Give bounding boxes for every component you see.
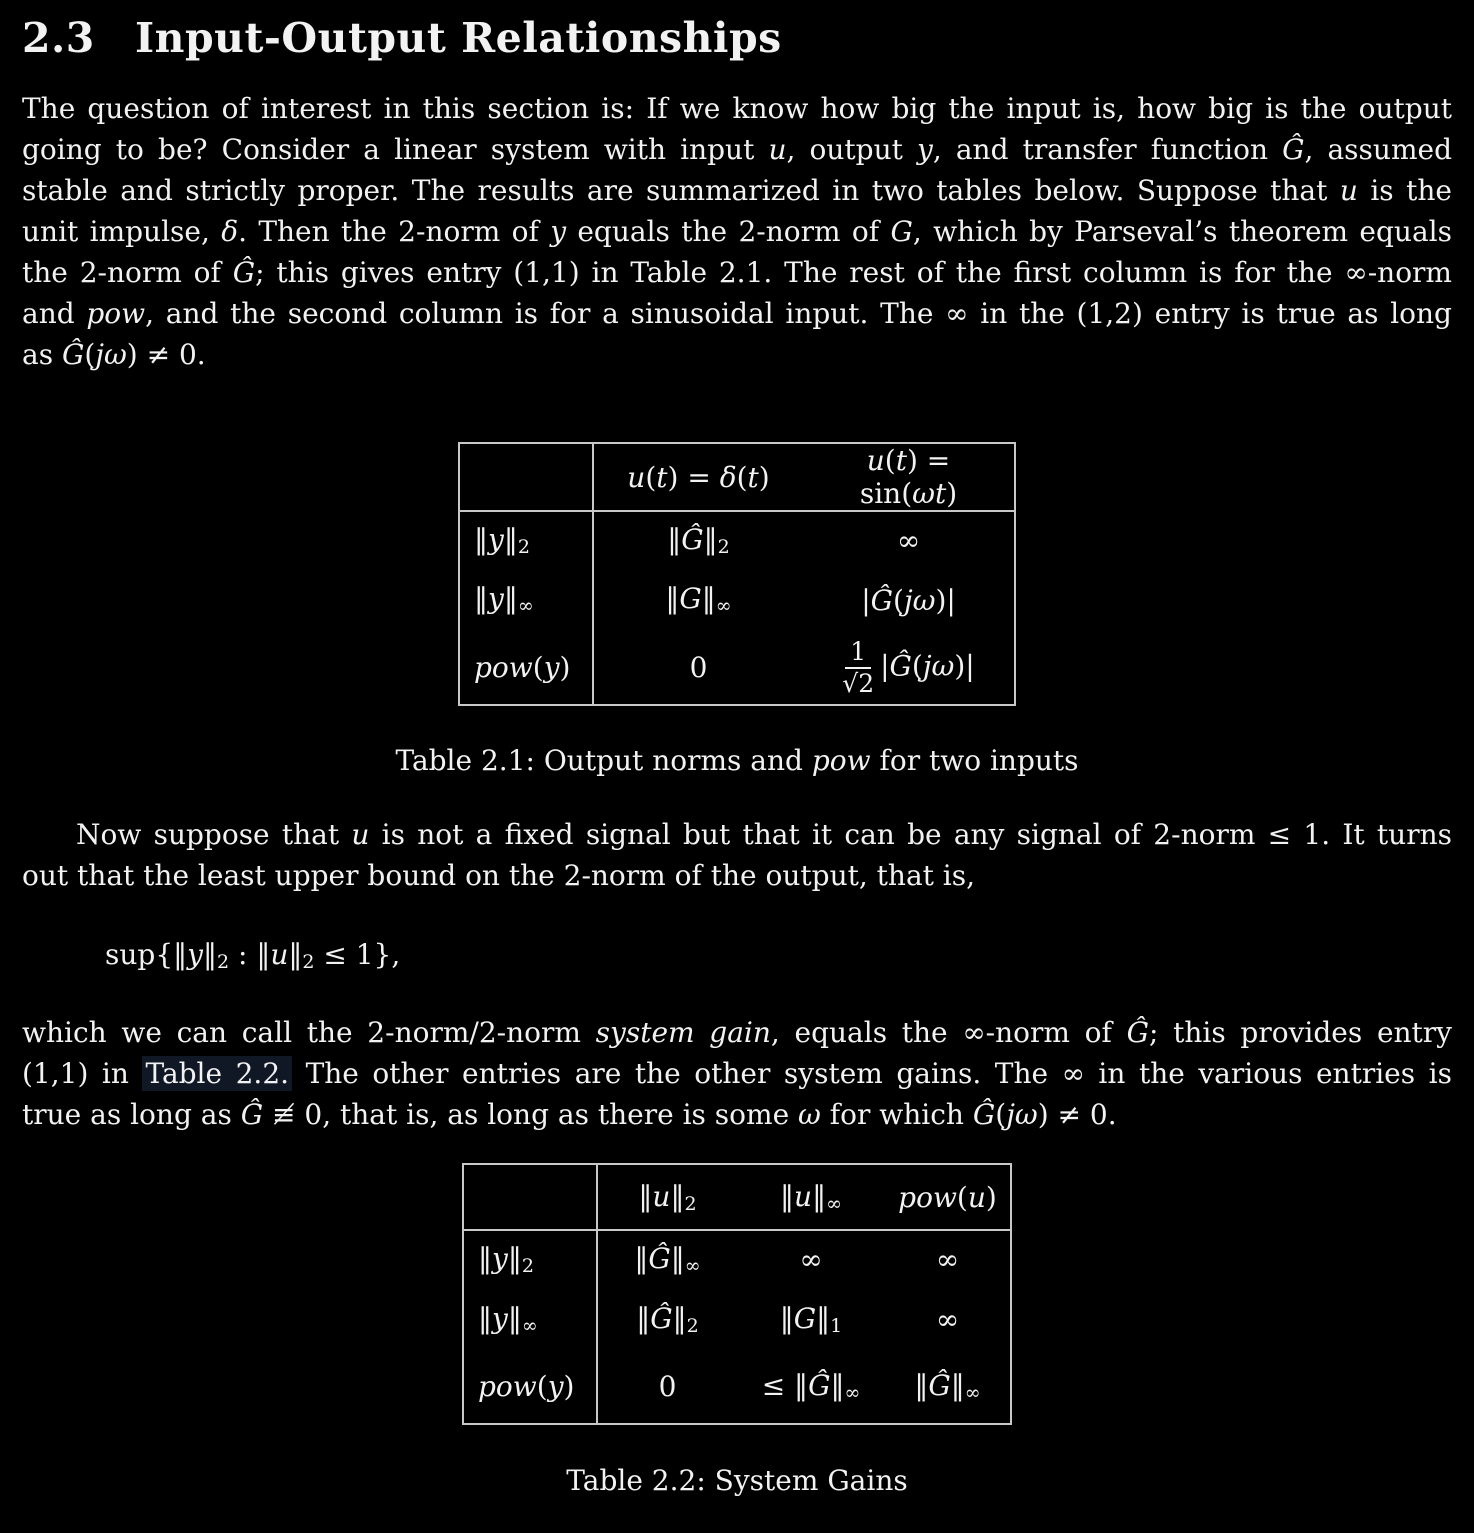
text-segment: is not a fixed signal but that it can be any signal of 2-norm ≤ 1. It turns <box>369 818 1452 851</box>
text-segment: ∞ <box>521 1314 538 1337</box>
text-segment: jω <box>903 583 936 617</box>
t1-header-sinusoid <box>803 443 1015 511</box>
text-segment: ‖ <box>672 1301 687 1335</box>
text-segment: : ‖ <box>229 938 271 971</box>
text-line <box>22 814 1452 855</box>
fraction-denominator: √2 <box>842 669 875 698</box>
text-segment: out that the least upper bound on the 2-norm of the output, that is, <box>22 859 976 892</box>
t1-cell-r1c2 <box>803 511 1015 569</box>
text-segment: ) <box>985 1180 997 1214</box>
text-segment: unit impulse, <box>22 215 222 248</box>
text-segment: ≤ 1}, <box>314 938 401 971</box>
text-segment: pow <box>898 1180 957 1214</box>
t2-row1-label <box>463 1230 597 1288</box>
text-segment: ‖ <box>638 1179 653 1213</box>
paragraph-gains <box>22 1012 1452 1135</box>
text-segment: 2 <box>521 1255 534 1278</box>
text-segment: 1 <box>830 1314 843 1337</box>
t1-cell-r2c1 <box>593 569 803 631</box>
text-segment: y <box>547 1370 564 1404</box>
text-segment: ≤ ‖ <box>761 1369 809 1403</box>
text-segment: ) <box>559 651 571 684</box>
text-line <box>22 293 1452 334</box>
text-segment: ∞ <box>799 1243 823 1277</box>
paragraph-intro <box>22 88 1452 375</box>
table-row <box>463 1288 1011 1350</box>
text-segment: t <box>656 460 668 494</box>
table-row <box>459 511 1015 569</box>
text-segment: going to be? Consider a linear system with input <box>22 133 769 166</box>
text-segment: ‖ <box>816 1301 831 1335</box>
text-segment: as <box>22 338 62 371</box>
text-segment: ) = sin( <box>859 444 951 510</box>
text-segment: 2 <box>216 951 230 974</box>
text-segment: y <box>187 938 203 971</box>
text-segment: ( <box>536 1370 548 1404</box>
text-segment: pow <box>474 651 533 684</box>
text-segment: Ĝ <box>681 522 704 556</box>
text-segment: u <box>768 133 787 166</box>
text-segment: ( <box>736 460 748 494</box>
section-number: 2.3 <box>22 14 95 62</box>
text-segment: (1,1) in <box>22 1057 143 1091</box>
t2-header-powu <box>885 1164 1011 1230</box>
text-segment: ∞ <box>935 1302 960 1336</box>
text-line <box>22 88 1452 129</box>
table-row <box>463 1350 1011 1424</box>
text-segment: Table 2.1: Output norms and <box>395 744 812 777</box>
sup-formula <box>105 932 1452 985</box>
text-segment: ‖ <box>812 1179 827 1213</box>
text-segment: u <box>351 818 370 851</box>
text-line <box>22 211 1452 252</box>
text-segment: pow <box>86 297 146 330</box>
text-segment: , which by Parseval’s theorem equals <box>912 215 1452 248</box>
fraction-rest <box>880 649 975 682</box>
text-segment: u <box>270 938 289 971</box>
t1-cell-r2c2 <box>803 569 1015 631</box>
text-segment: ∞ <box>896 524 921 557</box>
text-segment: , equals the ∞-norm of <box>770 1016 1127 1050</box>
text-segment: Ĝ <box>889 649 912 682</box>
text-segment: , and the second column is for a sinusoidal input. The ∞ in the (1,2) entry is true as long <box>145 297 1452 330</box>
text-segment: ωt <box>912 477 947 510</box>
text-segment: | <box>861 583 871 617</box>
table-2-2-header-row <box>463 1164 1011 1230</box>
t2-row2-label <box>463 1288 597 1350</box>
text-line <box>22 1053 1452 1094</box>
text-segment: ( <box>893 583 904 617</box>
text-segment: y <box>543 651 560 684</box>
text-segment: The question of interest in this section is: If we know how big the input is, how big is the output <box>22 92 1452 125</box>
text-segment: pow <box>811 744 871 777</box>
text-line <box>22 252 1452 293</box>
text-segment: ∞ <box>826 1192 842 1215</box>
text-segment: ( <box>884 444 896 477</box>
text-segment: system gain <box>595 1016 771 1050</box>
text-segment: ≢ 0, that is, as long as there is some <box>263 1098 799 1132</box>
t2-row3-label <box>463 1350 597 1424</box>
text-segment: , assumed <box>1304 133 1452 166</box>
text-segment: Ĝ <box>1126 1016 1149 1050</box>
t1-row2-label <box>459 569 593 631</box>
t2-header-uinf <box>737 1164 885 1230</box>
text-segment: ‖ <box>503 582 518 616</box>
text-segment: u <box>794 1179 813 1213</box>
text-segment: ‖ <box>478 1301 492 1335</box>
text-segment: Ĝ <box>61 338 85 371</box>
text-segment: ‖ <box>665 582 680 616</box>
t2-cell-r2c2 <box>737 1288 885 1350</box>
text-segment: true as long as <box>22 1098 241 1132</box>
text-segment: ) <box>758 460 770 494</box>
text-segment: is the <box>1357 174 1452 207</box>
text-segment: G <box>679 582 702 616</box>
table-2-2-caption: Table 2.2: System Gains <box>566 1464 908 1498</box>
t1-header-impulse <box>593 443 803 511</box>
t1-cell-r1c1 <box>593 511 803 569</box>
text-segment: ∞ <box>935 1243 960 1277</box>
text-segment: jω <box>922 649 955 682</box>
text-segment: δ <box>719 460 737 494</box>
text-segment: Ĝ <box>240 1098 264 1132</box>
text-segment: ; this gives entry (1,1) in Table 2.1. The rest of the first column is for the ∞-norm <box>255 256 1452 289</box>
text-segment: 2 <box>517 536 530 559</box>
text-segment: ( <box>956 1180 968 1214</box>
t2-cell-r2c1 <box>597 1288 737 1350</box>
text-segment: ‖ <box>779 1301 794 1335</box>
t2-header-empty-cell <box>463 1164 597 1230</box>
text-segment: y <box>492 1242 508 1276</box>
text-segment: ‖ <box>670 1242 685 1276</box>
table-row <box>459 569 1015 631</box>
text-segment: 2 <box>717 536 730 559</box>
text-segment: ‖ <box>636 1301 651 1335</box>
text-segment: ; this provides entry <box>1148 1016 1453 1050</box>
text-segment: stable and strictly proper. The results are summarized in two tables below. Suppose that <box>22 174 1340 207</box>
text-segment: ( <box>532 651 544 684</box>
text-segment: ‖ <box>202 938 217 971</box>
text-segment: y <box>917 133 933 166</box>
text-segment: ‖ <box>507 1242 522 1276</box>
paragraph-sup <box>22 814 1452 896</box>
text-segment: y <box>488 582 504 616</box>
text-segment: ‖ <box>780 1179 795 1213</box>
text-segment: 0 <box>658 1370 677 1404</box>
text-segment: ‖ <box>478 1242 492 1276</box>
text-segment: ( <box>911 649 923 682</box>
text-segment: the 2-norm of <box>22 256 233 289</box>
table-2-2 <box>462 1163 1012 1425</box>
table-row <box>463 1230 1011 1288</box>
t1-cell-r3c1 <box>593 631 803 705</box>
text-segment: y <box>492 1301 508 1335</box>
text-segment: u <box>967 1180 986 1214</box>
text-segment: jω <box>1006 1098 1038 1132</box>
text-segment: ‖ <box>670 1179 685 1213</box>
text-segment: sup{‖ <box>105 938 188 971</box>
text-segment: ∞ <box>844 1382 861 1405</box>
text-segment: ‖ <box>914 1369 929 1403</box>
text-line <box>22 129 1452 170</box>
t1-header-empty-cell <box>459 443 593 511</box>
text-segment: Ĝ <box>1282 133 1305 166</box>
text-segment: jω <box>95 338 127 371</box>
text-segment: ‖ <box>830 1369 845 1403</box>
t2-cell-r1c2 <box>737 1230 885 1288</box>
t2-cell-r1c1 <box>597 1230 737 1288</box>
text-segment: y <box>488 522 504 556</box>
text-segment: 2 <box>686 1314 699 1337</box>
text-segment: Ĝ <box>972 1098 996 1132</box>
t2-cell-r3c2 <box>737 1350 885 1424</box>
table-2-1-caption <box>0 740 1474 781</box>
text-line <box>22 1094 1452 1135</box>
text-segment: Ĝ <box>232 256 256 289</box>
text-segment: ) ≠ 0. <box>1037 1098 1117 1132</box>
text-segment: Ĝ <box>648 1242 671 1276</box>
text-segment: . Then the 2-norm of <box>238 215 551 248</box>
text-segment: The other entries are the other system gains. The ∞ in the various entries is <box>292 1057 1452 1091</box>
text-segment: ) = <box>667 460 720 494</box>
text-segment: 2 <box>302 951 315 974</box>
text-segment: G <box>793 1301 817 1335</box>
fraction <box>842 638 874 698</box>
t2-cell-r3c3 <box>885 1350 1011 1424</box>
text-segment: ‖ <box>701 582 716 616</box>
text-segment: Now suppose that <box>76 818 352 851</box>
text-segment: ω <box>798 1098 821 1132</box>
text-segment: | <box>880 649 890 682</box>
text-segment: Ĝ <box>650 1301 673 1335</box>
text-segment: u <box>866 444 885 477</box>
table-2-1 <box>458 442 1016 706</box>
text-segment: ‖ <box>474 522 488 556</box>
text-segment: δ <box>221 215 239 248</box>
text-segment: , and transfer function <box>932 133 1283 166</box>
text-segment: Ĝ <box>870 583 893 617</box>
text-segment: u <box>652 1179 671 1213</box>
text-segment: ) <box>563 1370 575 1404</box>
text-segment: ‖ <box>950 1369 965 1403</box>
text-segment: ‖ <box>474 582 488 616</box>
section-title: Input-Output Relationships <box>135 14 782 62</box>
text-line <box>22 855 1452 896</box>
t2-cell-r3c1 <box>597 1350 737 1424</box>
text-segment: ‖ <box>667 522 682 556</box>
text-segment: )| <box>954 649 975 682</box>
t1-row3-label <box>459 631 593 705</box>
text-line <box>22 1012 1452 1053</box>
document-page <box>0 14 1474 1533</box>
text-segment: ‖ <box>703 522 718 556</box>
t1-row1-label <box>459 511 593 569</box>
text-segment: ∞ <box>517 595 534 618</box>
text-segment: t <box>895 444 907 477</box>
text-segment: , output <box>786 133 917 166</box>
text-segment: and <box>22 297 87 330</box>
text-segment: equals the 2-norm of <box>566 215 891 248</box>
text-segment: for which <box>820 1098 973 1132</box>
text-segment: pow <box>478 1370 537 1404</box>
table-row <box>459 631 1015 705</box>
t2-cell-r1c3 <box>885 1230 1011 1288</box>
text-segment: ) <box>946 477 958 510</box>
text-segment: G <box>890 215 913 248</box>
text-segment: y <box>550 215 567 248</box>
t1-cell-r3c2 <box>803 631 1015 705</box>
text-segment: ‖ <box>507 1301 522 1335</box>
text-segment: t <box>747 460 759 494</box>
table-2-2-wrapper <box>0 1163 1474 1425</box>
fraction-numerator: 1 <box>845 638 871 670</box>
text-segment: u <box>1339 174 1358 207</box>
text-segment: which we can call the 2-norm/2-norm <box>22 1016 596 1050</box>
table-2-2-link[interactable]: Table 2.2. <box>142 1056 292 1091</box>
text-segment: Ĝ <box>928 1369 951 1403</box>
text-segment: ∞ <box>715 595 732 618</box>
text-segment: ∞ <box>964 1382 981 1405</box>
text-segment: ∞ <box>684 1255 701 1278</box>
text-segment: 2 <box>684 1192 697 1215</box>
text-segment: ( <box>645 460 657 494</box>
text-segment: for two inputs <box>870 744 1079 777</box>
text-segment: ‖ <box>503 522 518 556</box>
text-segment: 0 <box>689 651 708 684</box>
text-segment: ) ≠ 0. <box>126 338 206 371</box>
text-segment: ( <box>995 1098 1007 1132</box>
text-segment: Ĝ <box>808 1369 831 1403</box>
text-segment: ( <box>84 338 96 371</box>
text-line <box>22 170 1452 211</box>
table-2-1-wrapper <box>0 442 1474 706</box>
text-segment: ‖ <box>634 1242 649 1276</box>
text-line <box>22 334 1452 375</box>
text-segment: ‖ <box>288 938 303 971</box>
t2-header-u2 <box>597 1164 737 1230</box>
text-segment: u <box>627 460 646 494</box>
section-heading <box>22 14 1474 62</box>
text-segment: )| <box>935 583 956 617</box>
table-2-1-header-row <box>459 443 1015 511</box>
t2-cell-r2c3 <box>885 1288 1011 1350</box>
